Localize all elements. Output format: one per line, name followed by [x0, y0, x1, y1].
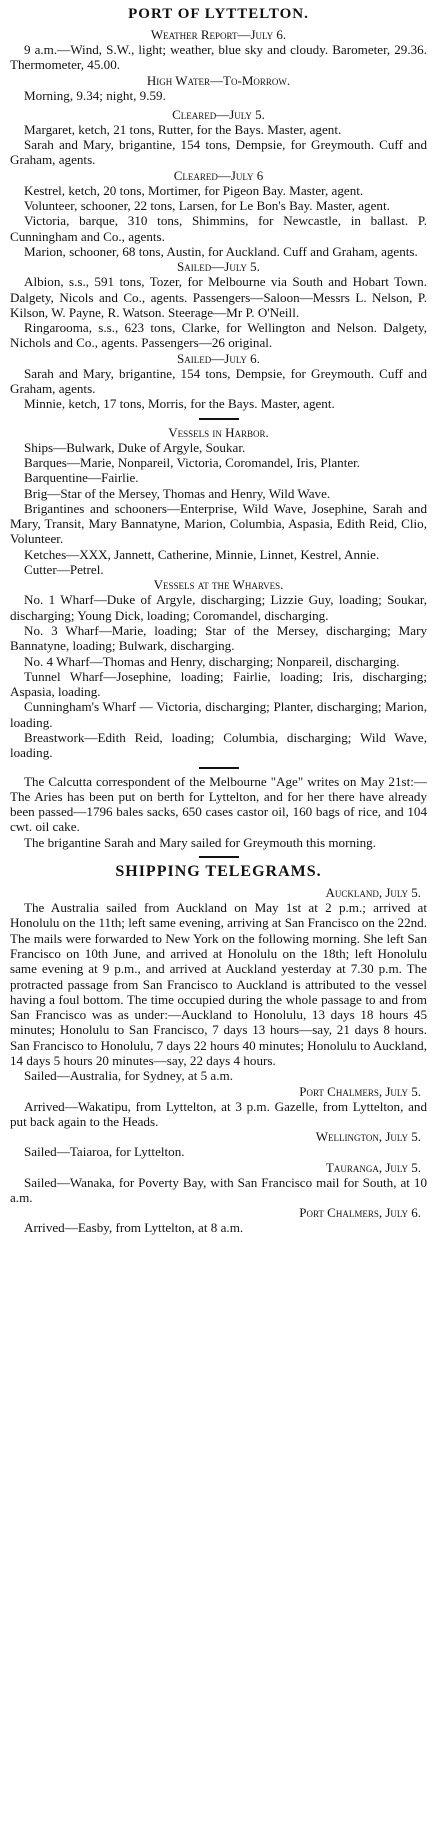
harbor-entry: Brig—Star of the Mersey, Thomas and Henry, Wild Wave.: [24, 485, 331, 501]
shipping-entry: Albion, s.s., 591 tons, Tozer, for Melbourne via South and Hobart Town. Dalgety, Nicols and Co., agents. Passengers—Saloon—Messrs L. Nelson, P. Kilson, W. Payne, R. Watson. Steerage—Mr P. O'Neill.: [10, 274, 427, 320]
shipping-entry: Minnie, ketch, 17 tons, Morris, for the Bays. Master, agent.: [24, 396, 335, 412]
harbor-entry: Brigantines and schooners—Enterprise, Wild Wave, Josephine, Sarah and Mary, Transit, Mary Bannatyne, Marion, Columbia, Aspasia, Edith Reid, Clio, Volunteer.: [10, 500, 427, 547]
shipping-entry: Marion, schooner, 68 tons, Austin, for Auckland. Cuff and Graham, agents.: [24, 243, 418, 259]
telegram-paragraph: Sailed—Wanaka, for Poverty Bay, with San Francisco mail for South, at 10 a.m.: [10, 1174, 427, 1205]
telegram-dateline: Auckland, July 5.: [325, 885, 421, 901]
telegram-paragraph: Arrived—Wakatipu, from Lyttelton, at 3 p.m. Gazelle, from Lyttelton, and put back again to the Heads.: [10, 1098, 427, 1129]
harbor-entry: Cutter—Petrel.: [24, 562, 104, 578]
telegram-dateline: Port Chalmers, July 5.: [299, 1083, 421, 1099]
shipping-telegrams-title: SHIPPING TELEGRAMS.: [115, 863, 322, 881]
shipping-entry: Volunteer, schooner, 22 tons, Larsen, for Le Bon's Bay. Master, agent.: [24, 198, 390, 214]
shipping-entry: Ringarooma, s.s., 623 tons, Clarke, for Wellington and Nelson. Dalgety, Nichols and Co., agents. Passengers—26 original.: [10, 320, 427, 351]
news-paragraph: The Calcutta correspondent of the Melbourne "Age" writes on May 21st:—The Aries has been put on berth for Lyttelton, and for her there have already been passed—1796 bales sacks, 650 cases castor oil, 160 bags of rice, and 104 cwt. oil cake.: [10, 773, 427, 835]
wharf-entry: Breastwork—Edith Reid, loading; Columbia, discharging; Wild Wave, loading.: [10, 729, 427, 761]
telegram-dateline: Tauranga, July 5.: [325, 1159, 421, 1175]
shipping-entry: Sarah and Mary, brigantine, 154 tons, Dempsie, for Greymouth. Cuff and Graham, agents.: [10, 137, 427, 168]
section-divider: [199, 856, 239, 858]
vessels-at-wharves-heading: Vessels at the Wharves.: [153, 577, 284, 593]
section-divider: [199, 418, 239, 420]
telegram-paragraph: Sailed—Australia, for Sydney, at 5 a.m.: [24, 1068, 233, 1084]
harbor-entry: Barquentine—Fairlie.: [24, 470, 139, 486]
sailed-july-6-heading: Sailed—July 6.: [177, 350, 260, 366]
telegram-dateline: Port Chalmers, July 6.: [299, 1205, 421, 1221]
wharf-entry: Cunningham's Wharf — Victoria, discharging; Planter, discharging; Marion, loading.: [10, 699, 427, 730]
harbor-entry: Ships—Bulwark, Duke of Argyle, Soukar.: [24, 439, 246, 455]
shipping-entry: Sarah and Mary, brigantine, 154 tons, Dempsie, for Greymouth. Cuff and Graham, agents.: [10, 365, 427, 397]
high-water-times: Morning, 9.34; night, 9.59.: [24, 87, 166, 103]
telegram-paragraph: Arrived—Easby, from Lyttelton, at 8 a.m.: [24, 1220, 244, 1236]
telegram-paragraph: Sailed—Taiaroa, for Lyttelton.: [24, 1144, 185, 1160]
shipping-entry: Margaret, ketch, 21 tons, Rutter, for the Bays. Master, agent.: [24, 121, 342, 137]
news-paragraph: The brigantine Sarah and Mary sailed for Greymouth this morning.: [24, 834, 376, 850]
harbor-entry: Barques—Marie, Nonpareil, Victoria, Coromandel, Iris, Planter.: [24, 454, 361, 470]
cleared-july-5-heading: Cleared—July 5.: [172, 106, 265, 122]
cleared-july-6-heading: Cleared—July 6: [173, 167, 264, 183]
sailed-july-5-heading: Sailed—July 5.: [177, 259, 260, 275]
shipping-entry: Kestrel, ketch, 20 tons, Mortimer, for Pigeon Bay. Master, agent.: [24, 182, 364, 198]
harbor-entry: Ketches—XXX, Jannett, Catherine, Minnie, Linnet, Kestrel, Annie.: [24, 546, 380, 562]
telegram-paragraph: The Australia sailed from Auckland on May 1st at 2 p.m.; arrived at Honolulu on the 11th; left same evening, arriving at San Francisco on the 22nd. The mails were forwarded to New York on the following morning. She left San Francisco on 10th June, and arrived at Honolulu on the 18th; left Honolulu same evening at 9 p.m., and arrived at Auckland yesterday at 7.30 p.m. The protracted passage from San Francisco to Auckland is attributed to the vessel having a foul bottom. The time occupied during the whole passage to and from San Francisco was as under:—Auckland to Honolulu, 13 days 18 hours 45 minutes; Honolulu to San Francisco, 7 days 13 hours—say, 21 days 8 hours. San Francisco to Honolulu, 7 days 22 hours 40 minutes; Honolulu to Auckland, 14 days 5 hours 20 minutes—say, 22 days 4 hours.: [10, 900, 427, 1069]
weather-heading: Weather Report—July 6.: [150, 27, 287, 42]
high-water-heading: High Water—To-Morrow.: [146, 72, 291, 88]
wharf-entry: No. 1 Wharf—Duke of Argyle, discharging; Lizzie Guy, loading; Soukar, discharging; Young Dick, loading; Coromandel, discharging.: [10, 592, 427, 623]
wharf-entry: No. 3 Wharf—Marie, loading; Star of the Mersey, discharging; Mary Bannatyne, loading; Bulwark, discharging.: [10, 622, 427, 654]
port-title: PORT OF LYTTELTON.: [128, 6, 309, 22]
section-divider: [199, 767, 239, 769]
wharf-entry: No. 4 Wharf—Thomas and Henry, discharging; Nonpareil, discharging.: [24, 653, 400, 669]
vessels-in-harbor-heading: Vessels in Harbor.: [168, 424, 269, 440]
wharf-entry: Tunnel Wharf—Josephine, loading; Fairlie, loading; Iris, discharging; Aspasia, loading.: [10, 668, 427, 700]
weather-report: 9 a.m.—Wind, S.W., light; weather, blue sky and cloudy. Barometer, 29.36. Thermometer, 45.00.: [10, 42, 427, 73]
shipping-entry: Victoria, barque, 310 tons, Shimmins, for Newcastle, in ballast. P. Cunningham and Co., agents.: [10, 213, 427, 244]
telegram-dateline: Wellington, July 5.: [315, 1129, 421, 1145]
